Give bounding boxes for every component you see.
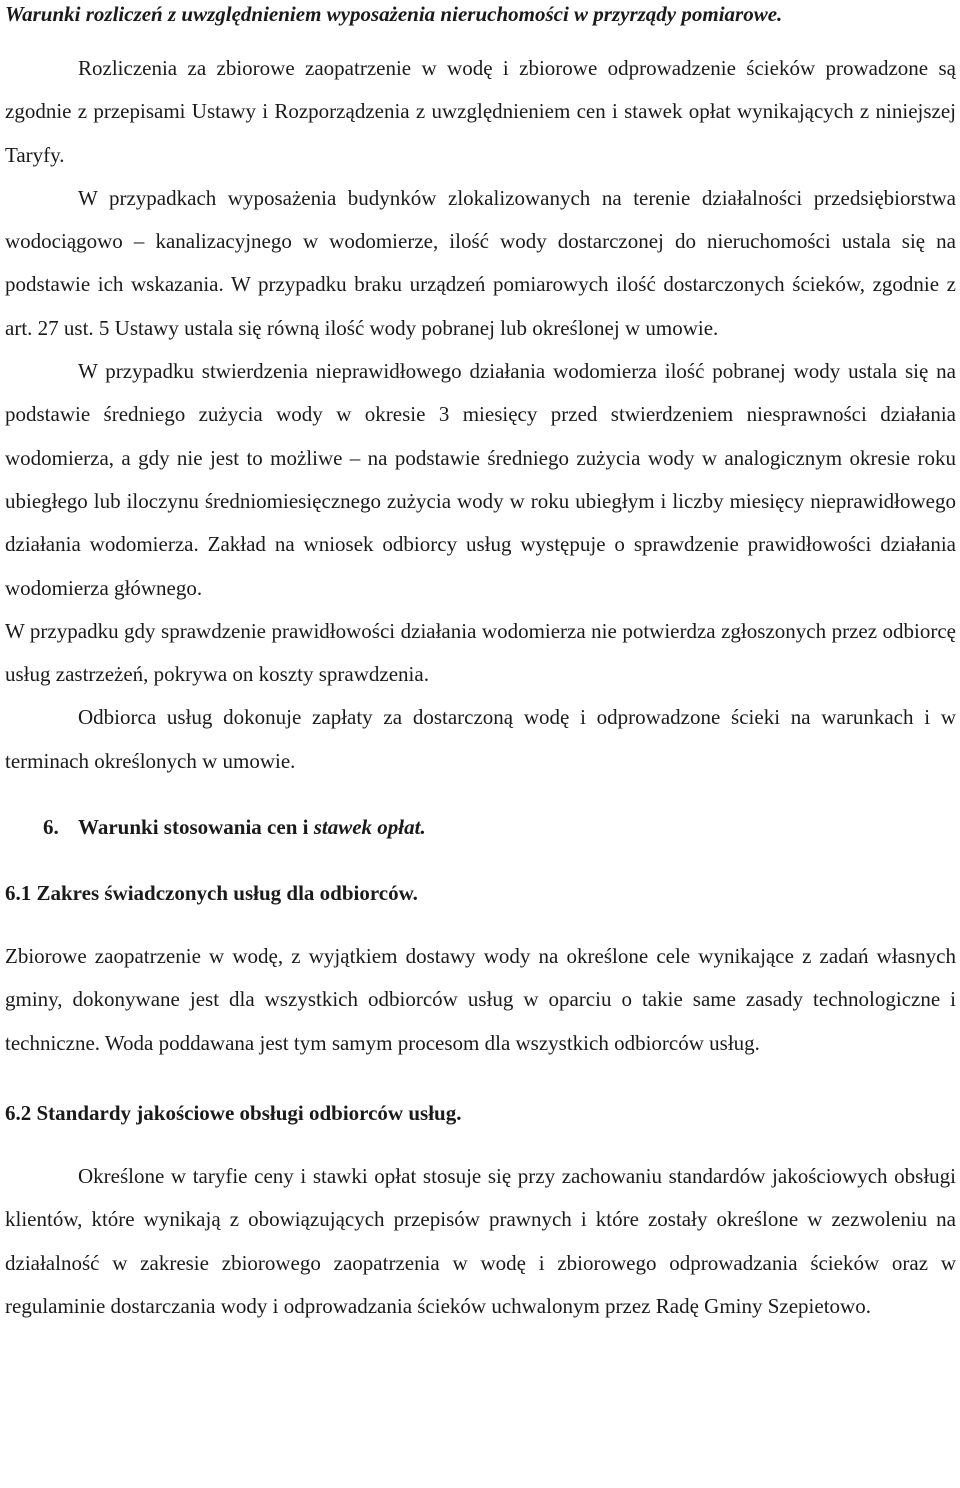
paragraph-meter-malfunction: W przypadku stwierdzenia nieprawidłowego działania wodomierza ilość pobranej wody ustala się na podstawie średniego zużycia wody w okresie 3 miesięcy przed stwierdzeniem niesprawności działania wodomierza, a gdy nie jest to możliwe – na podstawie średniego zużycia wody w analogicznym okresie roku ubiegłego lub iloczynu średniomiesięcznego zużycia wody w roku ubiegłym i liczby miesięcy nieprawidłowego działania wodomierza. Zakład na wniosek odbiorcy usług występuje o sprawdzenie prawidłowości działania wodomierza głównego. (5, 359, 956, 600)
paragraph-verification-costs: W przypadku gdy sprawdzenie prawidłowości działania wodomierza nie potwierdza zgłoszonych przez odbiorcę usług zastrzeżeń, pokrywa on koszty sprawdzenia. (5, 618, 956, 687)
section-6-title-italic: stawek opłat. (313, 815, 426, 840)
section-6-title: Warunki stosowania cen i (78, 815, 314, 840)
billing-conditions-heading: Warunki rozliczeń z uwzględnieniem wyposażenia nieruchomości w przyrządy pomiarowe. (5, 2, 783, 26)
section-6-1-heading: 6.1 Zakres świadczonych usług dla odbiorców. (5, 881, 418, 906)
document-page (5, 0, 956, 1328)
paragraph-scope-of-services: Zbiorowe zaopatrzenie w wodę, z wyjątkiem dostawy wody na określone cele wynikające z zadań własnych gminy, dokonywane jest dla wszystkich odbiorców usług w oparciu o takie same zasady technologiczne i techniczne. Woda poddawana jest tym samym procesom dla wszystkich odbiorców usług. (5, 944, 956, 1055)
paragraph-quality-standards: Określone w taryfie ceny i stawki opłat stosuje się przy zachowaniu standardów jakościowych obsługi klientów, które wynikają z obowiązujących przepisów prawnych i które zostały określone w zezwoleniu na działalność w zakresie zbiorowego zaopatrzenia w wodę i zbiorowego odprowadzania ścieków oraz w regulaminie dostarczania wody i odprowadzania ścieków uchwalonym przez Radę Gminy Szepietowo. (5, 1163, 956, 1318)
paragraph-payment-terms: Odbiorca usług dokonuje zapłaty za dostarczoną wodę i odprowadzone ścieki na warunkach i w terminach określonych w umowie. (5, 705, 956, 773)
paragraph-water-meters: W przypadkach wyposażenia budynków zlokalizowanych na terenie działalności przedsiębiorstwa wodociągowo – kanalizacyjnego w wodomierze, ilość wody dostarczonej do nieruchomości ustala się na podstawie ich wskazania. W przypadku braku urządzeń pomiarowych ilość dostarczonych ścieków, zgodnie z art. 27 ust. 5 Ustawy ustala się równą ilość wody pobranej lub określonej w umowie. (5, 185, 956, 340)
section-6-heading (5, 813, 956, 841)
section-6-number: 6. (43, 815, 59, 840)
paragraph-settlement-rules: Rozliczenia za zbiorowe zaopatrzenie w wodę i zbiorowe odprowadzenie ścieków prowadzone są zgodnie z przepisami Ustawy i Rozporządzenia z uwzględnieniem cen i stawek opłat wynikających z niniejszej Taryfy. (5, 56, 956, 167)
section-6-2-heading: 6.2 Standardy jakościowe obsługi odbiorców usług. (5, 1100, 462, 1125)
